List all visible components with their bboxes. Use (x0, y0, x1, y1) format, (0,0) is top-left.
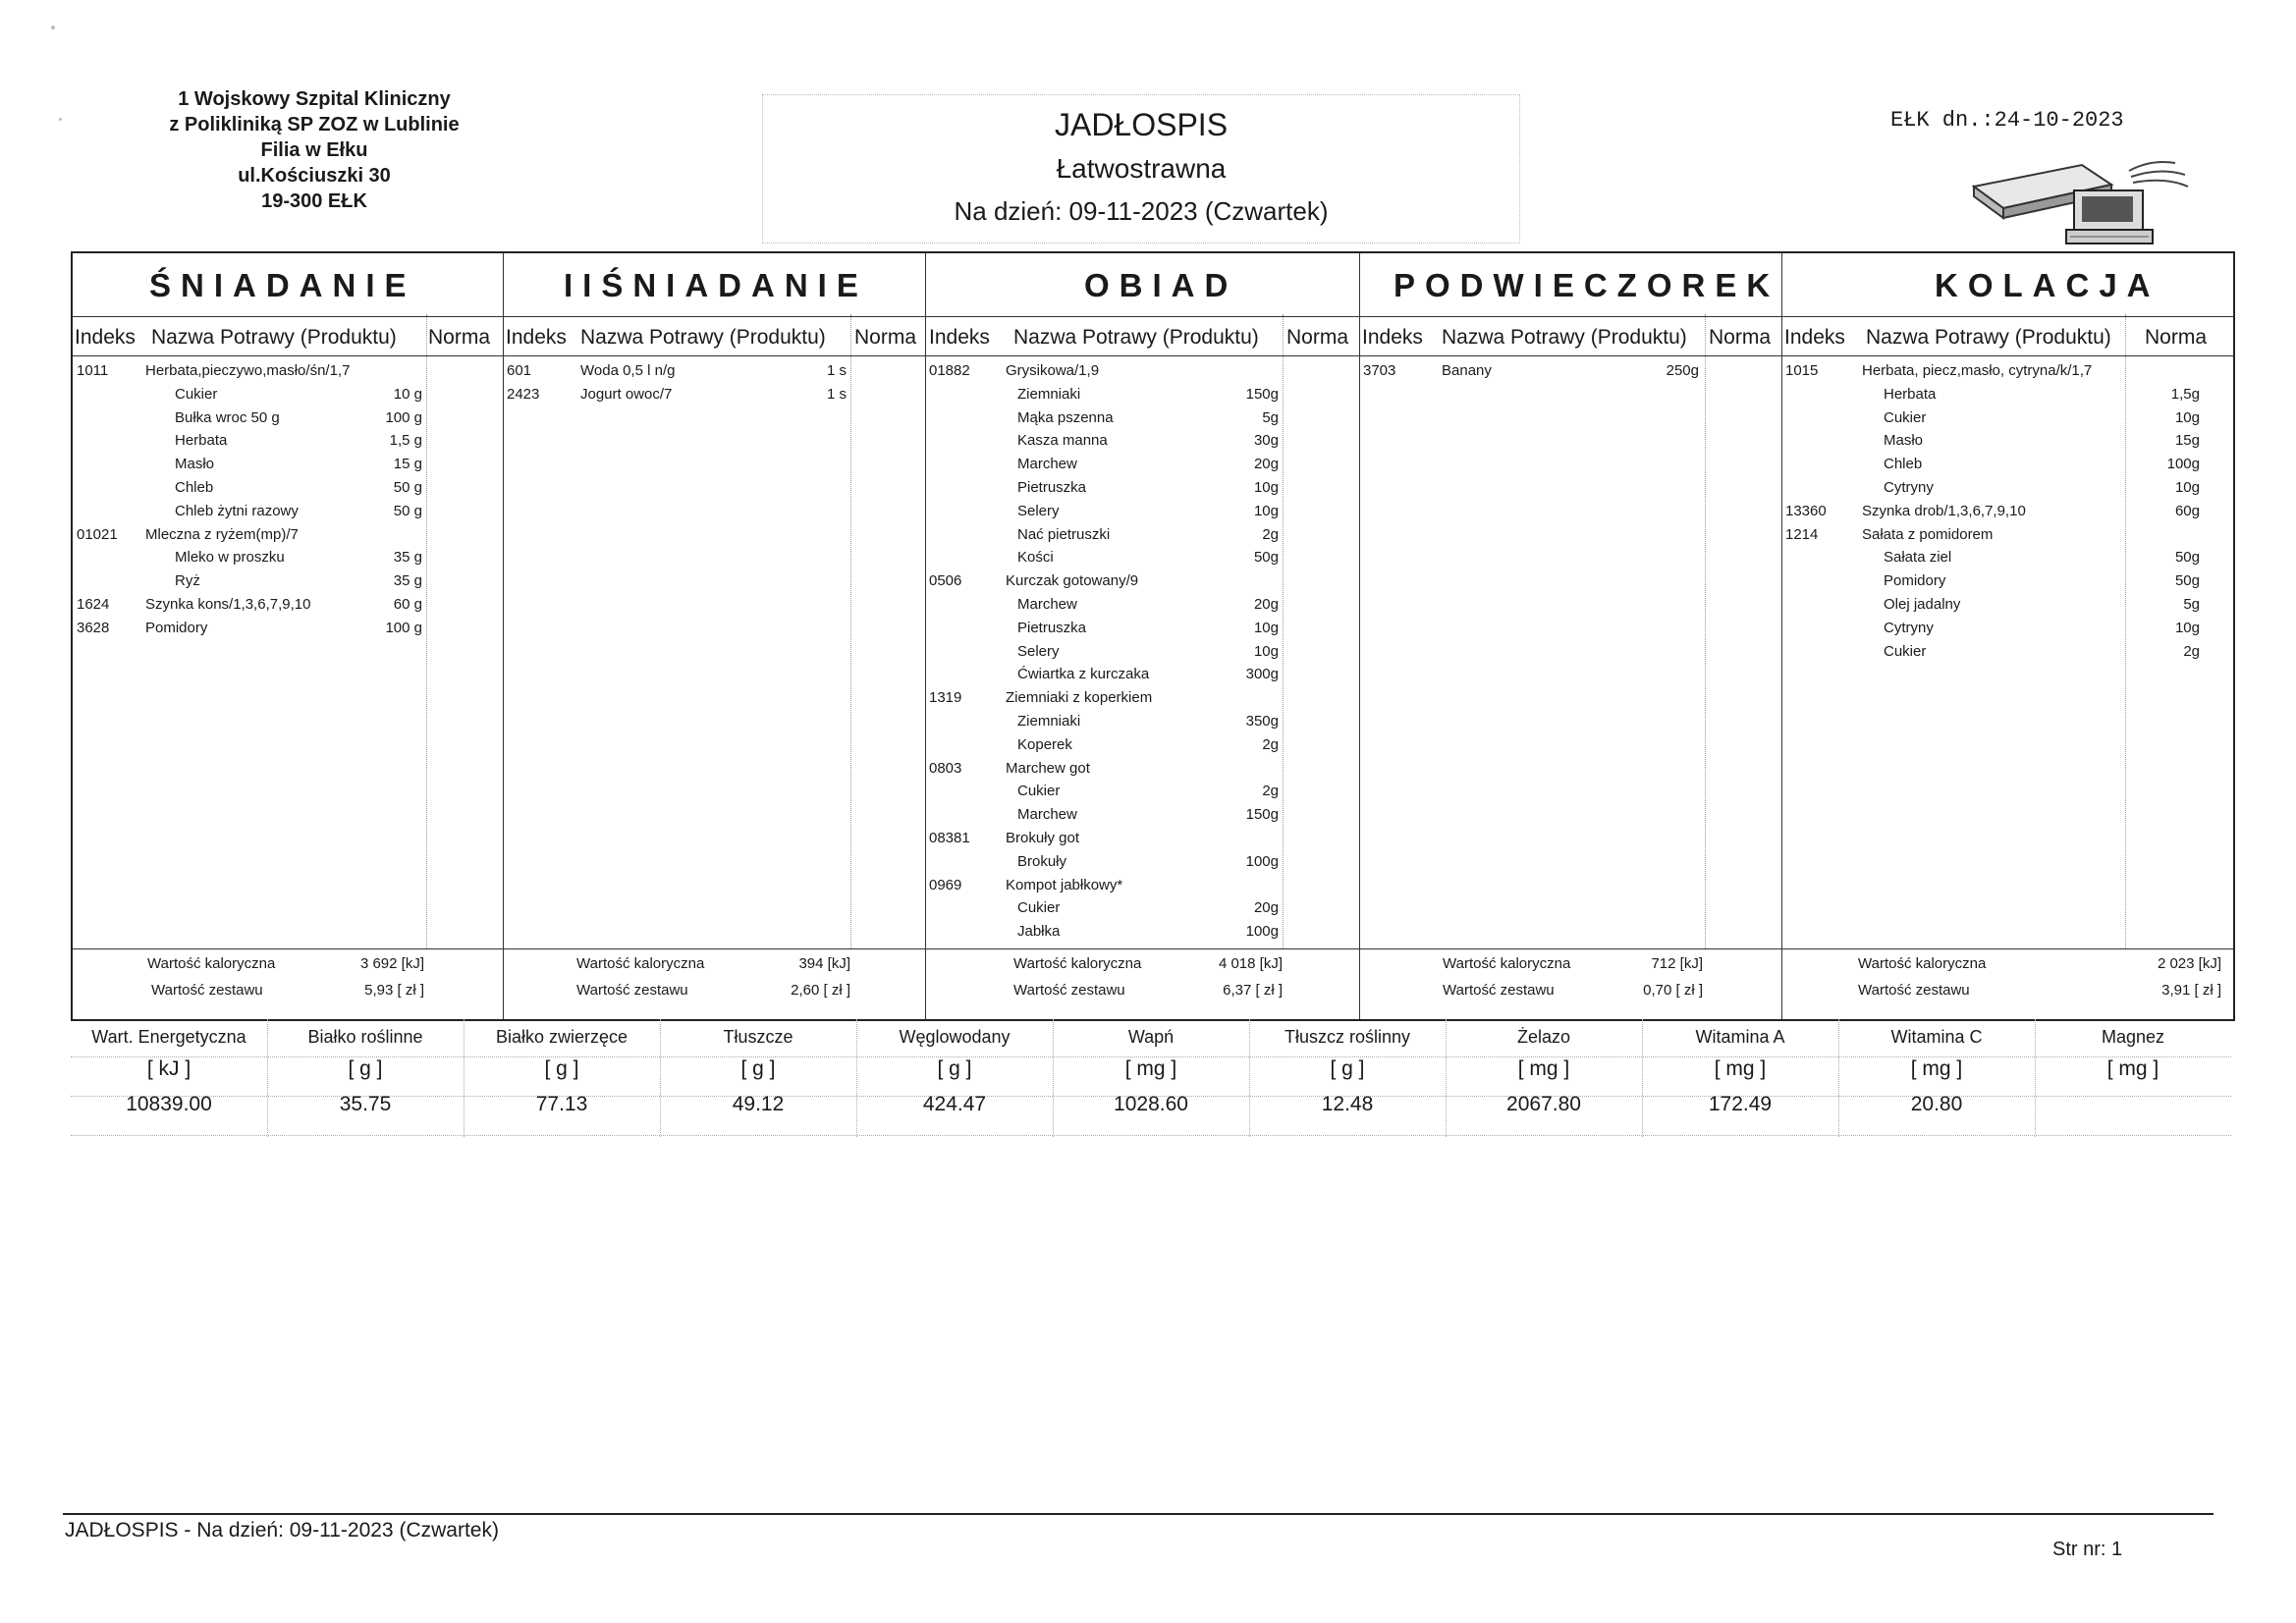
nutrition-unit: [ mg ] (1124, 1057, 1177, 1080)
ingredient-name: Selery (1017, 502, 1060, 519)
nutrition-unit: [ mg ] (2106, 1057, 2159, 1080)
meal-items-afternoon-snack (1363, 359, 1777, 383)
menu-item-row (1785, 617, 2229, 640)
computer-book-logo-icon (1964, 147, 2190, 250)
menu-item-row (929, 757, 1355, 781)
column-header-norm: Norma (1709, 326, 1772, 349)
column-header-name: Nazwa Potrawy (Produktu) (1866, 326, 2111, 349)
scan-mark (51, 26, 55, 29)
org-line: 19-300 EŁK (261, 190, 367, 212)
ingredient-name: Pomidory (1884, 572, 1946, 590)
menu-item-row (929, 429, 1355, 453)
item-norm: 1 s (826, 362, 847, 379)
ingredient-name: Chleb (1884, 456, 1923, 473)
cost-label: Wartość zestawu (1443, 982, 1555, 999)
menu-item-row (929, 593, 1355, 617)
dish-name: Herbata,pieczywo,masło/śn/1,7 (145, 362, 351, 379)
item-norm: 100g (2166, 456, 2200, 473)
item-norm: 150g (1245, 806, 1279, 824)
dish-name: Szynka drob/1,3,6,7,9,10 (1862, 502, 2026, 519)
column-divider (2035, 1019, 2036, 1137)
menu-item-row (929, 453, 1355, 476)
ingredient-name: Selery (1017, 642, 1060, 660)
column-header-norm: Norma (854, 326, 917, 349)
nutrition-label: Witamina C (1890, 1027, 1983, 1047)
menu-item-row (1785, 523, 2229, 547)
column-header-name: Nazwa Potrawy (Produktu) (1013, 326, 1259, 349)
kcal-value: 2 023 [kJ] (2157, 955, 2221, 972)
nutrition-unit: [ g ] (740, 1057, 776, 1080)
ingredient-name: Cytryny (1884, 619, 1934, 636)
column-divider (1053, 1019, 1054, 1137)
menu-item-row (1785, 546, 2229, 569)
menu-item-row (929, 663, 1355, 686)
cost-label: Wartość zestawu (1013, 982, 1125, 999)
item-norm: 20g (1253, 899, 1279, 917)
item-norm: 1,5 g (389, 432, 422, 450)
menu-item-row (1363, 359, 1777, 383)
item-norm: 2g (2183, 642, 2200, 660)
column-header-index: Indeks (506, 326, 567, 349)
item-norm: 100g (1245, 923, 1279, 941)
item-index: 1319 (929, 689, 962, 707)
meal-title-breakfast: ŚNIADANIE (149, 267, 416, 303)
footer-rule (63, 1513, 2214, 1515)
kcal-value: 4 018 [kJ] (1218, 955, 1283, 972)
nutrition-value: 172.49 (1708, 1093, 1773, 1115)
nutrition-value: 1028.60 (1114, 1093, 1188, 1115)
ingredient-name: Cukier (1017, 783, 1061, 800)
nutrition-unit: [ mg ] (1517, 1057, 1570, 1080)
cost-value: 6,37 [ zł ] (1223, 982, 1283, 999)
nutrition-label: Tłuszcze (723, 1027, 793, 1047)
item-norm: 20g (1253, 456, 1279, 473)
kcal-value: 394 [kJ] (798, 955, 850, 972)
kcal-label: Wartość kaloryczna (147, 955, 276, 972)
dish-name: Woda 0,5 l n/g (580, 362, 676, 379)
item-norm: 10g (2174, 619, 2200, 636)
dish-name: Mleczna z ryżem(mp)/7 (145, 525, 299, 543)
diet-name: Łatwostrawna (1056, 153, 1227, 184)
kcal-label: Wartość kaloryczna (576, 955, 705, 972)
nutrition-label: Wapń (1127, 1027, 1175, 1047)
kcal-value: 712 [kJ] (1651, 955, 1703, 972)
item-norm: 1,5g (2170, 385, 2200, 403)
nutrition-value: 77.13 (535, 1093, 588, 1115)
menu-item-row (77, 617, 499, 640)
nutrition-label: Magnez (2101, 1027, 2165, 1047)
nutrition-column (1053, 1017, 1249, 1137)
item-norm: 10g (2174, 478, 2200, 496)
nutrition-unit: [ mg ] (1910, 1057, 1963, 1080)
ingredient-name: Chleb żytni razowy (175, 502, 299, 519)
meal-items-dinner (1785, 359, 2229, 663)
hospital-address (118, 86, 511, 214)
menu-date: Na dzień: 09-11-2023 (Czwartek) (954, 196, 1329, 226)
menu-item-row (77, 383, 499, 406)
item-norm: 100 g (385, 408, 422, 426)
item-norm: 15 g (393, 456, 422, 473)
dish-name: Kurczak gotowany/9 (1006, 572, 1139, 590)
cost-label: Wartość zestawu (151, 982, 263, 999)
nutrition-column (464, 1017, 660, 1137)
item-norm: 100 g (385, 619, 422, 636)
menu-item-row (77, 546, 499, 569)
item-norm: 60g (2174, 502, 2200, 519)
meal-title-dinner: KOLACJA (1935, 267, 2160, 303)
nutrition-label: Węglowodany (899, 1027, 1011, 1047)
menu-item-row (1785, 383, 2229, 406)
column-header-index: Indeks (929, 326, 990, 349)
item-index: 13360 (1785, 502, 1827, 519)
item-norm: 2g (1262, 735, 1279, 753)
nutrition-value: 20.80 (1910, 1093, 1963, 1115)
nutrition-column (856, 1017, 1053, 1137)
nutrition-column (1838, 1017, 2035, 1137)
column-header-name: Nazwa Potrawy (Produktu) (580, 326, 826, 349)
item-norm: 10g (1253, 642, 1279, 660)
document-title: JADŁOSPIS (1054, 107, 1229, 142)
item-index: 1214 (1785, 525, 1819, 543)
item-norm: 50 g (393, 478, 422, 496)
item-index: 1011 (77, 362, 109, 379)
item-norm: 10g (1253, 478, 1279, 496)
nutrition-column (660, 1017, 856, 1137)
menu-item-row (77, 453, 499, 476)
nutrition-value: 424.47 (922, 1093, 987, 1115)
nutrition-column (71, 1017, 267, 1137)
nutrition-value: 2067.80 (1506, 1093, 1581, 1115)
column-header-norm: Norma (428, 326, 491, 349)
dish-name: Sałata z pomidorem (1862, 525, 1994, 543)
item-index: 2423 (507, 385, 540, 403)
scan-mark (59, 118, 62, 121)
menu-item-row (929, 733, 1355, 757)
ingredient-name: Sałata ziel (1884, 549, 1952, 567)
item-norm: 5g (1262, 408, 1279, 426)
item-norm: 350g (1245, 712, 1279, 730)
item-norm: 15g (2174, 432, 2200, 450)
cost-value: 5,93 [ zł ] (364, 982, 424, 999)
menu-item-row (77, 569, 499, 593)
column-divider (856, 1019, 857, 1137)
item-norm: 5g (2183, 595, 2200, 613)
menu-item-row (1785, 569, 2229, 593)
menu-item-row (77, 500, 499, 523)
menu-item-row (1785, 593, 2229, 617)
menu-item-row (929, 476, 1355, 500)
item-norm: 60 g (393, 595, 422, 613)
nutrition-label: Białko roślinne (307, 1027, 423, 1047)
nutrition-column (267, 1017, 464, 1137)
menu-item-row (929, 523, 1355, 547)
item-index: 1624 (77, 595, 110, 613)
meal-title-afternoon-snack: PODWIECZOREK (1394, 267, 1780, 303)
ingredient-name: Ziemniaki (1017, 712, 1081, 730)
ingredient-name: Cukier (175, 385, 218, 403)
menu-item-row (77, 476, 499, 500)
ingredient-name: Jabłka (1017, 923, 1061, 941)
menu-item-row (77, 406, 499, 430)
ingredient-name: Bułka wroc 50 g (175, 408, 280, 426)
item-norm: 50g (2174, 572, 2200, 590)
item-index: 0803 (929, 759, 962, 777)
ingredient-name: Koperek (1017, 735, 1072, 753)
dish-name: Brokuły got (1006, 829, 1080, 846)
ingredient-name: Mleko w proszku (175, 549, 285, 567)
meal-items-second-breakfast (507, 359, 921, 406)
item-norm: 35 g (393, 572, 422, 590)
menu-item-row (507, 383, 921, 406)
kcal-label: Wartość kaloryczna (1858, 955, 1987, 972)
menu-item-row (929, 920, 1355, 944)
cost-value: 0,70 [ zł ] (1643, 982, 1703, 999)
cost-label: Wartość zestawu (576, 982, 688, 999)
column-header-norm: Norma (1286, 326, 1349, 349)
menu-item-row (77, 359, 499, 383)
meal-items-breakfast (77, 359, 499, 640)
column-divider (267, 1019, 268, 1137)
ingredient-name: Olej jadalny (1884, 595, 1961, 613)
kcal-label: Wartość kaloryczna (1013, 955, 1142, 972)
menu-item-row (1785, 453, 2229, 476)
dish-name: Herbata, piecz,masło, cytryna/k/1,7 (1862, 362, 2093, 379)
nutrition-unit: [ g ] (348, 1057, 383, 1080)
dish-name: Banany (1442, 362, 1492, 379)
ingredient-name: Ryż (175, 572, 200, 590)
menu-item-row (929, 359, 1355, 383)
nutrition-unit: [ g ] (1330, 1057, 1365, 1080)
menu-item-row (929, 827, 1355, 850)
item-index: 0506 (929, 572, 962, 590)
nutrition-value: 10839.00 (126, 1093, 212, 1115)
nutrition-summary-table (71, 1017, 2231, 1137)
nutrition-value: 35.75 (339, 1093, 392, 1115)
ingredient-name: Marchew (1017, 595, 1077, 613)
ingredient-name: Kasza manna (1017, 432, 1108, 450)
item-index: 1015 (1785, 362, 1819, 379)
item-index: 01882 (929, 362, 970, 379)
menu-item-row (1785, 640, 2229, 664)
ingredient-name: Herbata (1884, 385, 1937, 403)
menu-item-row (929, 406, 1355, 430)
menu-item-row (929, 383, 1355, 406)
item-norm: 10g (1253, 502, 1279, 519)
ingredient-name: Herbata (175, 432, 228, 450)
nutrition-unit: [ mg ] (1714, 1057, 1767, 1080)
nutrition-label: Witamina A (1695, 1027, 1785, 1047)
menu-item-row (929, 686, 1355, 710)
menu-item-row (929, 896, 1355, 920)
column-header-name: Nazwa Potrawy (Produktu) (1442, 326, 1687, 349)
column-divider (1642, 1019, 1643, 1137)
item-index: 01021 (77, 525, 118, 543)
item-norm: 100g (1245, 852, 1279, 870)
menu-item-row (929, 569, 1355, 593)
menu-item-row (929, 874, 1355, 897)
item-norm: 2g (1262, 525, 1279, 543)
ingredient-name: Cukier (1884, 642, 1927, 660)
ingredient-name: Masło (1884, 432, 1924, 450)
item-norm: 30g (1253, 432, 1279, 450)
nutrition-column (1446, 1017, 1642, 1137)
ingredient-name: Nać pietruszki (1017, 525, 1111, 543)
item-norm: 35 g (393, 549, 422, 567)
menu-item-row (1785, 476, 2229, 500)
meal-table (71, 251, 2235, 1021)
item-index: 3628 (77, 619, 110, 636)
ingredient-name: Masło (175, 456, 215, 473)
menu-item-row (77, 429, 499, 453)
menu-item-row (929, 546, 1355, 569)
ingredient-name: Kości (1017, 549, 1054, 567)
nutrition-label: Tłuszcz roślinny (1284, 1027, 1411, 1047)
meal-title-second-breakfast: IIŚNIADANIE (564, 267, 868, 303)
menu-item-row (929, 617, 1355, 640)
org-line: z Polikliniką SP ZOZ w Lublinie (169, 114, 460, 135)
dish-name: Ziemniaki z koperkiem (1006, 689, 1153, 707)
nutrition-column (2035, 1017, 2231, 1137)
org-line: 1 Wojskowy Szpital Kliniczny (178, 88, 451, 110)
dish-name: Marchew got (1006, 759, 1090, 777)
column-divider (1249, 1019, 1250, 1137)
menu-item-row (929, 850, 1355, 874)
item-norm: 300g (1245, 666, 1279, 683)
org-line: ul.Kościuszki 30 (238, 165, 391, 187)
dish-name: Pomidory (145, 619, 208, 636)
page-number: Str nr: 1 (2052, 1539, 2123, 1560)
item-norm: 50g (1253, 549, 1279, 567)
meal-items-lunch (929, 359, 1355, 944)
item-norm: 10 g (393, 385, 422, 403)
item-norm: 10g (1253, 619, 1279, 636)
meal-title-lunch: OBIAD (1084, 267, 1238, 303)
item-norm: 50 g (393, 502, 422, 519)
item-norm: 50g (2174, 549, 2200, 567)
ingredient-name: Marchew (1017, 456, 1077, 473)
ingredient-name: Cukier (1884, 408, 1927, 426)
org-line: Filia w Ełku (260, 139, 368, 161)
menu-item-row (507, 359, 921, 383)
menu-item-row (929, 803, 1355, 827)
column-divider (1446, 1019, 1447, 1137)
cost-label: Wartość zestawu (1858, 982, 1970, 999)
column-header-index: Indeks (75, 326, 136, 349)
menu-item-row (77, 593, 499, 617)
dish-name: Grysikowa/1,9 (1006, 362, 1100, 379)
menu-item-row (1785, 359, 2229, 383)
item-norm: 1 s (826, 385, 847, 403)
column-header-index: Indeks (1362, 326, 1423, 349)
column-divider (464, 1019, 465, 1137)
cost-value: 3,91 [ zł ] (2161, 982, 2221, 999)
kcal-label: Wartość kaloryczna (1443, 955, 1571, 972)
item-norm: 10g (2174, 408, 2200, 426)
dish-name: Szynka kons/1,3,6,7,9,10 (145, 595, 311, 613)
dish-name: Jogurt owoc/7 (580, 385, 673, 403)
column-header-norm: Norma (2145, 326, 2208, 349)
nutrition-unit: [ g ] (544, 1057, 579, 1080)
menu-item-row (929, 500, 1355, 523)
place-and-date: EŁK dn.:24-10-2023 (1890, 108, 2124, 133)
ingredient-name: Ćwiartka z kurczaka (1017, 666, 1150, 683)
nutrition-value: 12.48 (1321, 1093, 1374, 1115)
item-norm: 250g (1666, 362, 1699, 379)
title-box (762, 94, 1520, 243)
menu-item-row (77, 523, 499, 547)
menu-item-row (1785, 500, 2229, 523)
ingredient-name: Chleb (175, 478, 214, 496)
menu-item-row (929, 640, 1355, 664)
nutrition-column (1249, 1017, 1446, 1137)
nutrition-column (1642, 1017, 1838, 1137)
menu-item-row (1785, 406, 2229, 430)
nutrition-label: Żelazo (1516, 1027, 1571, 1047)
nutrition-unit: [ kJ ] (146, 1057, 191, 1080)
item-index: 0969 (929, 876, 962, 893)
column-divider (1838, 1019, 1839, 1137)
ingredient-name: Cytryny (1884, 478, 1934, 496)
ingredient-name: Brokuły (1017, 852, 1067, 870)
ingredient-name: Marchew (1017, 806, 1077, 824)
item-norm: 20g (1253, 595, 1279, 613)
kcal-value: 3 692 [kJ] (359, 955, 424, 972)
ingredient-name: Pietruszka (1017, 619, 1087, 636)
ingredient-name: Cukier (1017, 899, 1061, 917)
column-header-name: Nazwa Potrawy (Produktu) (151, 326, 397, 349)
menu-item-row (929, 780, 1355, 803)
item-index: 601 (507, 362, 532, 379)
nutrition-value: 49.12 (732, 1093, 785, 1115)
item-norm: 2g (1262, 783, 1279, 800)
nutrition-label: Białko zwierzęce (495, 1027, 629, 1047)
item-index: 3703 (1363, 362, 1396, 379)
column-header-index: Indeks (1784, 326, 1845, 349)
ingredient-name: Mąka pszenna (1017, 408, 1114, 426)
ingredient-name: Pietruszka (1017, 478, 1087, 496)
menu-item-row (1785, 429, 2229, 453)
cost-value: 2,60 [ zł ] (791, 982, 850, 999)
nutrition-unit: [ g ] (937, 1057, 972, 1080)
ingredient-name: Ziemniaki (1017, 385, 1081, 403)
footer-title: JADŁOSPIS - Na dzień: 09-11-2023 (Czwartek) (65, 1519, 499, 1542)
menu-item-row (929, 710, 1355, 733)
item-index: 08381 (929, 829, 970, 846)
nutrition-label: Wart. Energetyczna (91, 1027, 246, 1047)
dish-name: Kompot jabłkowy* (1006, 876, 1123, 893)
column-divider (660, 1019, 661, 1137)
item-norm: 150g (1245, 385, 1279, 403)
